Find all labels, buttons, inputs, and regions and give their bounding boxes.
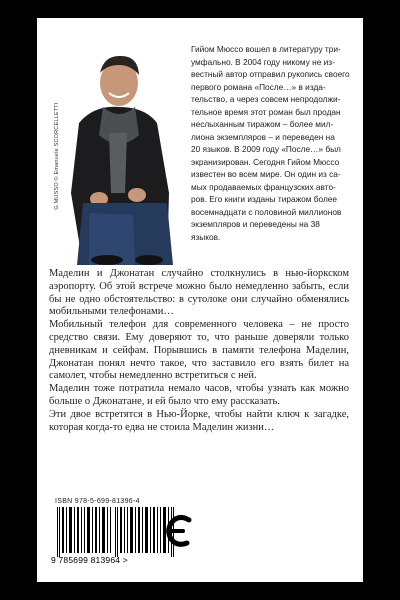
blurb-paragraph: Маделин тоже потратила немало часов, чтобы узнать как можно больше о Джонатане, и ей было что ему рассказать. [49, 383, 349, 407]
photo-credit: G.MUSSO © Emanuele SCORCELLETTI [54, 102, 60, 210]
bio-line: известен во всем мире. Он один из са- [191, 169, 341, 179]
bio-line: ров. Его книги изданы тиражом более [191, 194, 338, 204]
bio-line: мых продаваемых французских авто- [191, 181, 336, 192]
bio-line: Гийом Мюссо вошел в литературу три- [191, 44, 341, 54]
bio-line: неслыханным тиражом – более мил- [191, 119, 334, 129]
bio-line: экранизирован. Сегодня Гийом Мюссо [191, 156, 340, 167]
isbn-label: ISBN 978-5-699-81396-4 [55, 498, 140, 505]
author-photo [49, 43, 187, 265]
bio-line: тельство, а через совсем непродолжи- [191, 94, 341, 104]
bio-line: восемнадцати с половиной миллионов [191, 206, 342, 217]
blurb-paragraph: Эти двое встретятся в Нью-Йорке, чтобы найти ключ к загадке, которая когда-то едва не стоила Маделин жизни… [49, 408, 349, 433]
eksmo-e-logo-icon [165, 506, 195, 560]
blurb-paragraph: Мобильный телефон для современного человека – не просто средство связи. Ему доверяют то, что раньше доверяли только дневникам и сейфам. Порывшись в памяти телефона Маделин, Джонатан понял нечто такое, что заставило его взять билет на самолет, чтобы немедленно встретиться с ней. [49, 319, 349, 382]
bio-line: вестный автор отправил рукопись своего [191, 69, 350, 79]
barcode-digits: 9 785699 813964 > [51, 555, 128, 565]
barcode [55, 507, 181, 557]
bio-line: экземпляров и переведены на 38 языков. [191, 219, 320, 242]
bio-line: тельное время этот роман был продан [191, 106, 341, 117]
bio-line: умфально. В 2004 году никому не из- [191, 56, 335, 67]
blurb-paragraph: Маделин и Джонатан случайно столкнулись в нью-йоркском аэропорту. Об этой встрече можно было немедленно забыть, если бы не одно обстоятельство: в сутолоке они случайно обменялись мобильными телефонами… [49, 268, 349, 318]
author-bio [191, 43, 351, 243]
bio-line: первого романа «После…» в изда- [191, 81, 326, 92]
bio-line: 20 языков. В 2009 году «После…» был [191, 144, 341, 154]
book-back-cover [37, 18, 363, 582]
bio-line: лиона экземпляров – и переведен на [191, 131, 335, 142]
book-blurb [49, 268, 349, 434]
